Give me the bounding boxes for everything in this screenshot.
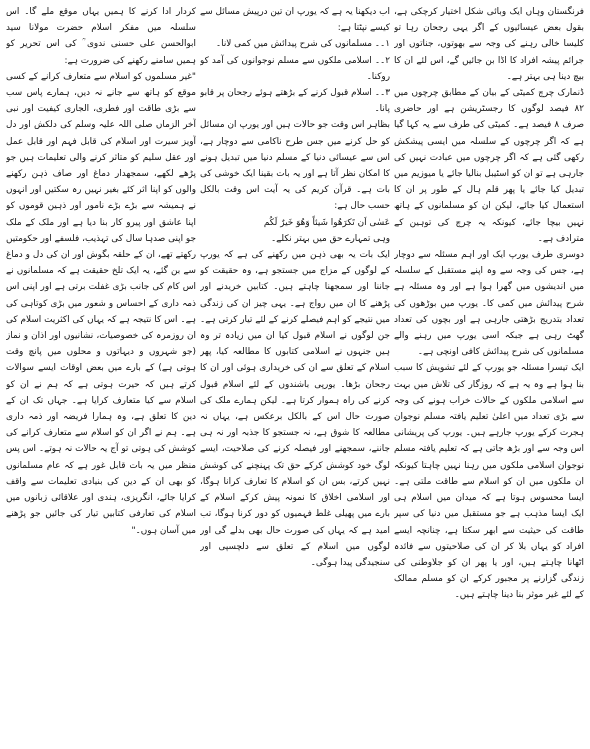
list-item: ۳۔۔ اسلام قبول کرنے کے بڑھتے ہوئے رجحان پر قابو پانا۔ (200, 88, 390, 115)
block-quote: "غیر مسلموں کو اسلام سے متعارف کرانے کے کسی موقع کو ہاتھ سے جانے نہ دیں، ہمارے پاس سب سے بڑی طاقت اور فطری، الجاری کیفیت اور نبی آخر الزماں صلی اللہ علیہ وسلم کی دلکش اور دل آویز سیرت اور اسلام کی قابل فہم اور قابل عمل اور عقل سلیم کو متاثر کرنے والی تعلیمات ہیں جو پڑھے لکھے، سمجھدار دماغ اور صاف ذہن رکھنے والوں کو اپنا اثر کئے بغیر نہیں رہ سکتیں اور انہوں نے ہمیشہ سے بڑے بڑے نامور اور ذہین قوموں کو اپنا عاشق اور پیرو کار بنا دیا ہے اور ملک کے ملک جو اپنی صدہا سال کی تہذیب، فلسفے اور حکومتیں رکھتے تھے، ان کے حلقہ بگوش اور ان کی دل و دماغ سے بن گئے، یہ ایک تلخ حقیقت ہے کہ مسلمانوں نے اس کام کی جانب بڑی غفلت برتی ہے اور اپنی اس ذمہ داری کے احساس و شعور میں بڑی کوتاہی کی ہے۔ اس کا نتیجہ ہے کہ یہاں کی اکثریت اسلام کی ان روزمرہ کی خصوصیات، نشانیوں اور اذان و نماز (جو شہروں و دیہاتوں و محلوں میں پانچ وقت ہوتی ہے) کے بارے میں بعض اوقات ایسے سوالات کرتے ہیں کہ حیرت ہوتی ہے کہ ہم نے ان کو اسلام سے کیا متعارف کرایا ہے۔ جہاں تک ان کے دین کا تعلق ہے، وہ ہمارا فریضہ اور ذمہ داری ہے۔ ہم نے اگر ان کو اسلام سے متعارف کرانے کی کوشش کی ہوتی تو آج یہ حالات نہ ہوتے۔ اس پس منظر میں یہ بات قابل غور ہے کہ عام مسلمانوں کو بھی ان کے دین کی بنیادی تعلیمات سے واقف کرایا جائے، انگریزی، ہندی اور علاقائی زبانوں میں اسلام کی تعارفی کتابیں تیار کی جائیں جو پڑھنے میں آسان ہوں۔" (6, 71, 196, 536)
column-left (6, 4, 196, 745)
paragraph: ایک تیسرا مسئلہ جو یورپ کے لئے تشویش کا سبب بنا ہوا ہے وہ یہ ہے کہ روزگار کی تلاش میں بہت سے اسلامی ملکوں کے حالات خراب ہونے کی وجہ سے بڑی تعداد میں اعلیٰ تعلیم یافتہ مسلم نوجوان ہجرت کرکے یورپ جارہے ہیں۔ یورپ کی پریشانی اس وجہ سے اور بڑھ جاتی ہے کہ تعلیم یافتہ مسلم نوجوان اسلامی ملکوں میں رہنا نہیں چاہتا کیونکہ ان ملکوں میں ان کو اسلام سے طاقت ملتی ہے۔ ایسا محسوس ہوتا ہے کہ میدان میں اسلام ہی ایک ایسا مذہب ہے جو مستقبل میں دنیا کی سپر طاقت کی حیثیت سے ابھر سکتا ہے، چنانچہ ایسے افراد کو یہاں بلا کر ان کی صلاحیتوں سے فائدہ اٹھانا چاہتے ہیں، اور یا پھر ان کو جلاوطنی کی زندگی گزارنے پر مجبور کرکے ان کو مسلم ممالک کے لئے غیر موثر بنا دینا چاہتے ہیں۔ (394, 363, 584, 601)
quran-verse: عَسٰی اَن تَکرَھُوا شَیئاً وَھُوَ خَیرٌ لَکُم (263, 217, 390, 228)
column-right (394, 4, 584, 745)
three-column-layout (6, 4, 584, 745)
verse-translation: وہی تمہارے حق میں بہتر نکلے۔ (270, 233, 390, 244)
paragraph: بظاہر اس وقت جو حالات ہیں اور یورپ ان مسائل کو حل کرنے میں جس طرح ناکامی سے دوچار ہے، اس سے عیسائی دنیا کے مسلم دنیا میں تبدیل ہونے کا امکان نظر آتا ہے اور یہ بات بقینا ایک خوشی کی بات ہے۔ قرآن کریم کی یہ آیت اس وقت بالکل حسب حال ہے: (200, 120, 390, 212)
paragraph: اب دیکھنا یہ ہے کہ یورپ ان تین درپیش مسائل سے کیسے نپٹتا ہے: (200, 7, 390, 34)
paragraph: دوسری طرف یورپ ایک اور اہم مسئلہ سے دوچار ہے، جس کی وجہ سے وہ اپنے مستقبل کے سلسلہ میں اندیشوں میں گھرا ہوا ہے اور وہ مسئلہ ہے شرح پیدائش میں کمی کا۔ یورپ میں بوڑھوں کی تعداد بتدریج بڑھتی جارہی ہے اور بچوں کی تعداد گھٹ رہی ہے جبکہ اسی یورپ میں رہنے والے مسلمانوں کی شرح پیدائش کافی اونچی ہے۔ (394, 250, 584, 358)
paragraph: کردار ادا کرنے کا ہمیں یہاں موقع ملے گا۔ اس سلسلہ میں مفکر اسلام حضرت مولانا سید ابوالحسن علی حسنی ندوی ؒ کی اس تحریر کو ہمیں سامنے رکھنے کی ضرورت ہے: (6, 7, 196, 66)
column-middle (200, 4, 390, 745)
paragraph: ایک بات یہ بھی ذہن میں رکھنے کی ہے کہ یورپ کے لوگوں کے مزاج میں جستجو ہے، وہ حقیقت کو جاننا اور سمجھنا چاہتے ہیں۔ کتابیں خریدنے اور پڑھنے کا ان میں رواج ہے۔ یہی چیز ان کی زندگی میں نتیجے کو اہم فیصلے کرنے کے لئے تیار کرتی ہے۔ جن لوگوں نے اسلام قبول کیا ان میں زیادہ تر وہ ہیں جنہوں نے اسلامی کتابوں کا مطالعہ کیا، پھر اسلام کے تعلق سے ان کی خریداری ہوئی اور ان کا رجحان بڑھا۔ یورپی باشندوں کے لئے اسلام قبول کرنے کی راہ ہموار کرتا ہے۔ لیکن ہمارے ملک کی صورت حال اس کے بالکل برعکس ہے، یہاں نہ مطالعہ کا شوق ہے، نہ جستجو کا جذبہ اور نہ ہی جاننے، سمجھنے اور فیصلہ کرنے کی صلاحیت، ایسے لوگ خود کوشش کرکے حق تک پہنچنے کی کوشش نہیں کرتے، بس ان کو اسلام کا تعارف کرانا ہوگا، اور اسلامی اخلاق کا نمونہ پیش کرکے اسلام کے بارے میں پھیلی غلط فہمیوں کو دور کرنا ہوگا، تب امید ہے کہ یہاں کی صورت حال بھی بدلے گی اور لوگوں میں اسلام کے تعلق سے دلچسپی اور سنجیدگی پیدا ہوگی۔ (200, 250, 390, 568)
list-item: ۱۔۔ مسلمانوں کی شرح پیدائش میں کمی لانا۔ (215, 39, 390, 50)
list-item: ۲۔۔ اسلامی ملکوں سے مسلم نوجوانوں کی آمد کو روکنا۔ (200, 55, 390, 82)
paragraph: فرنگستان وہاں ایک وبائی شکل اختیار کرچکی ہے، بقول بعض عیسائیوں کے اگر یہی رجحان رہا تو کلیسا خالی رہنے کی وجہ سے بھوتوں، جناتوں اور جرائم پیشہ افراد کا اڈا بن جائیں گے، اس لئے ان کا بیچ دینا ہی بہتر ہے۔ (394, 7, 584, 82)
paragraph: ڈنمارک چرچ کمیٹی کے بیان کے مطابق چرچوں میں ۸۲ فیصد لوگوں کا رجسٹریشن ہے اور حاضری صرف ۸ فیصد ہے۔ کمیٹی کی طرف سے یہ کہا گیا ہے کہ اگر چرچوں کے سلسلہ میں ایسی پیشکش رکھی گئی ہے کہ اگر چرچوں میں عبادت نہیں کی جارہی ہے تو ان کو اسٹیبل بنالیا جائے یا میوزیم میں تبدیل کیا جائے یا پھر قلم ہال کے طور پر ان کا استعمال کیا جائے، لیکن ان کو مسلمانوں کے ہاتھ نہیں بیچا جائے، کیونکہ یہ چرچ کی توہین کے مترادف ہے۔ (394, 88, 584, 244)
